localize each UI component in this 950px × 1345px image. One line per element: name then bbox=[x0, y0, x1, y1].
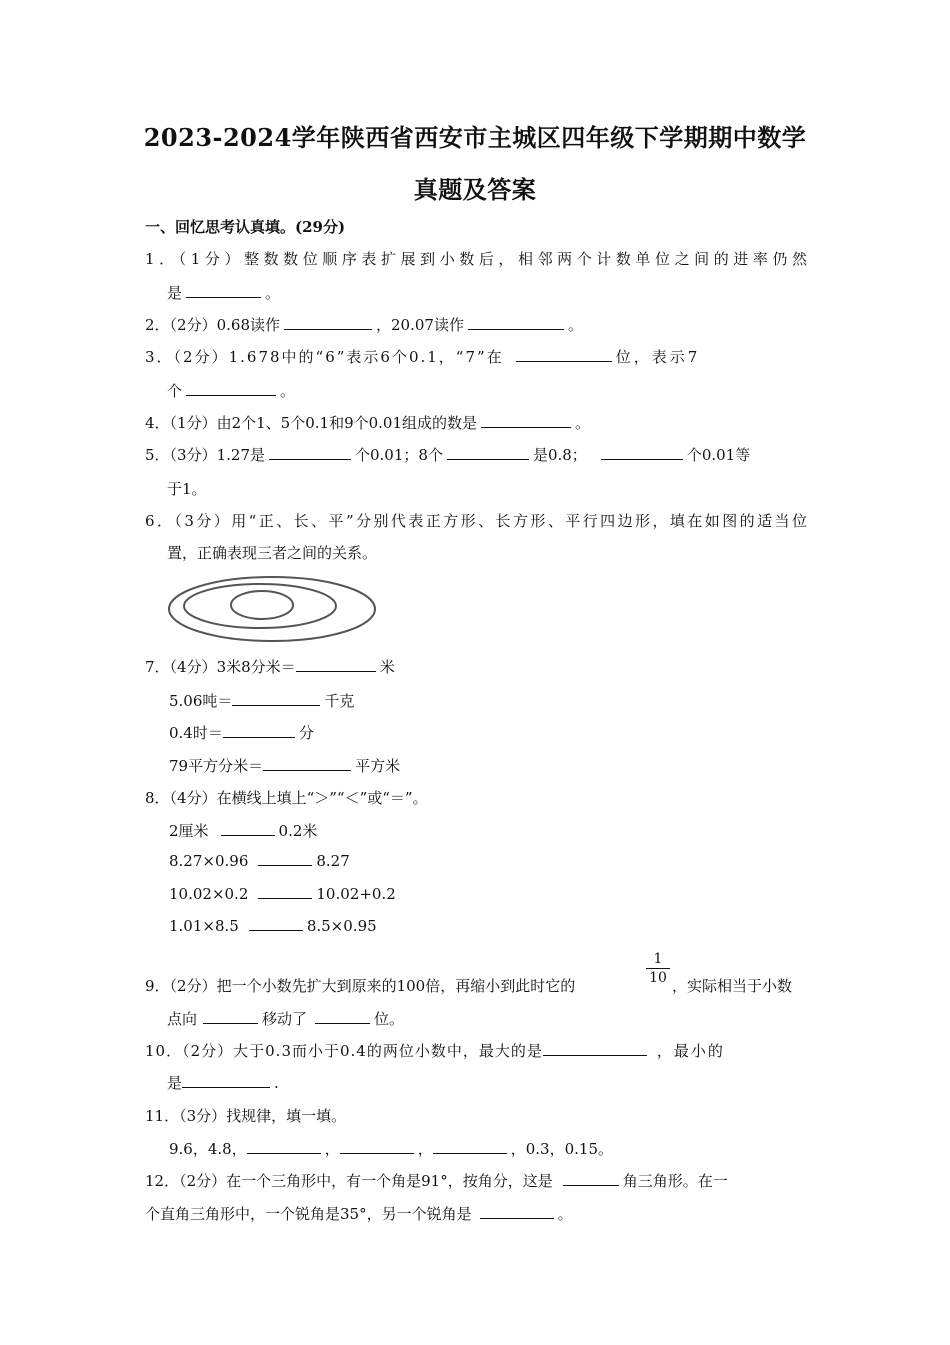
q7-text-3: 0.4时＝ bbox=[169, 724, 223, 742]
q10-text-2: ，最小的 bbox=[656, 1042, 725, 1060]
q9-fraction-denominator: 10 bbox=[649, 970, 667, 986]
q7-line-2 bbox=[169, 690, 354, 711]
q11-line-1: 11．（3分）找规律，填一填。 bbox=[145, 1107, 347, 1125]
q10-blank-1[interactable] bbox=[543, 1054, 647, 1056]
q8-blank-1[interactable] bbox=[221, 834, 275, 836]
q2-blank-1[interactable] bbox=[284, 328, 372, 330]
q8-r1-right: 0.2米 bbox=[278, 822, 318, 840]
q7-unit-2: 千克 bbox=[324, 692, 355, 710]
q9-fraction bbox=[646, 950, 670, 987]
q7-blank-1[interactable] bbox=[296, 670, 376, 672]
q1-line-1: 1．（1分）整数数位顺序表扩展到小数后，相邻两个计数单位之间的进率仍然 bbox=[145, 250, 807, 268]
q12-line-2 bbox=[145, 1203, 573, 1224]
q4-text: 4．（1分）由2个1、5个0.1和9个0.01组成的数是 bbox=[145, 414, 478, 432]
title-line-1: 2023-2024学年陕西省西安市主城区四年级下学期期中数学 bbox=[143, 123, 807, 152]
q3-line-2 bbox=[167, 380, 295, 401]
q11-line-2 bbox=[169, 1138, 613, 1159]
q8-row-1 bbox=[169, 820, 317, 841]
q5-blank-1[interactable] bbox=[269, 458, 351, 460]
q7-text-2: 5.06吨＝ bbox=[169, 692, 233, 710]
q5-text-2: 个0.01；8个 bbox=[355, 446, 443, 464]
q12-text-2: 角三角形。在一 bbox=[622, 1172, 728, 1190]
q7-unit-1: 米 bbox=[379, 658, 395, 676]
q3-text: 3．（2分）1.678中的“6”表示6个0.1，“7”在 bbox=[145, 348, 504, 366]
q8-r3-left: 10.02×0.2 bbox=[169, 885, 249, 903]
q8-r2-right: 8.27 bbox=[316, 852, 350, 870]
q10-line-2 bbox=[167, 1072, 279, 1093]
q2-line bbox=[145, 314, 583, 335]
q7-unit-3: 分 bbox=[298, 724, 314, 742]
q12-blank-1[interactable] bbox=[563, 1184, 619, 1186]
q5-text: 5．（3分）1.27是 bbox=[145, 446, 265, 464]
q5-line-1 bbox=[145, 444, 750, 465]
q8-line: 8．（4分）在横线上填上“＞”“＜”或“＝”。 bbox=[145, 789, 428, 807]
q11-text: 9.6，4.8， bbox=[169, 1140, 247, 1158]
q9-blank-1[interactable] bbox=[203, 1022, 258, 1024]
q10-text-end: . bbox=[274, 1074, 279, 1092]
q2-text-mid: ，20.07读作 bbox=[376, 316, 464, 334]
q5-line-2: 于1。 bbox=[167, 480, 207, 498]
q8-row-4 bbox=[169, 917, 377, 935]
q1-blank[interactable] bbox=[186, 296, 261, 298]
q4-blank[interactable] bbox=[481, 426, 571, 428]
q7-text-1: 7．（4分）3米8分米＝ bbox=[145, 658, 296, 676]
q5-blank-2[interactable] bbox=[447, 458, 529, 460]
q4-line bbox=[145, 412, 590, 433]
inner-ellipse[interactable] bbox=[231, 591, 293, 619]
q3-line-1 bbox=[145, 346, 700, 367]
q2-blank-2[interactable] bbox=[468, 328, 564, 330]
q12-line-1 bbox=[145, 1170, 728, 1191]
q11-text-end: ，0.3，0.15。 bbox=[510, 1140, 614, 1158]
q7-blank-2[interactable] bbox=[232, 704, 320, 706]
nested-ellipses-diagram bbox=[160, 575, 385, 645]
q7-unit-4: 平方米 bbox=[355, 757, 401, 775]
q8-r2-left: 8.27×0.96 bbox=[169, 852, 249, 870]
q12-text-end: 。 bbox=[557, 1205, 573, 1223]
q6-line-2: 置，正确表现三者之间的关系。 bbox=[167, 544, 378, 562]
q9-line-1a: 9．（2分）把一个小数先扩大到原来的100倍，再缩小到此时它的 bbox=[145, 977, 576, 995]
q11-blank-2[interactable] bbox=[340, 1152, 414, 1154]
q3-blank-2[interactable] bbox=[186, 394, 276, 396]
q3-blank-1[interactable] bbox=[516, 360, 612, 362]
q10-line-1 bbox=[145, 1040, 725, 1061]
q7-blank-4[interactable] bbox=[263, 769, 351, 771]
q9-line-1b: ，实际相当于小数 bbox=[672, 977, 793, 995]
section-heading: 一、回忆思考认真填。(29分) bbox=[145, 218, 346, 236]
q9-blank-2[interactable] bbox=[315, 1022, 370, 1024]
title-line-2: 真题及答案 bbox=[413, 175, 537, 204]
q11-sep-2: ， bbox=[417, 1140, 433, 1158]
q9-text-3: 移动了 bbox=[262, 1010, 308, 1028]
q7-blank-3[interactable] bbox=[223, 736, 295, 738]
q8-r4-left: 1.01×8.5 bbox=[169, 917, 239, 935]
q10-text-3: 是 bbox=[167, 1074, 183, 1092]
q8-r3-right: 10.02+0.2 bbox=[316, 885, 396, 903]
q8-r1-left: 2厘米 bbox=[169, 822, 209, 840]
q8-r4-right: 8.5×0.95 bbox=[306, 917, 377, 935]
q11-blank-1[interactable] bbox=[247, 1152, 321, 1154]
q4-text-end: 。 bbox=[575, 414, 591, 432]
q5-blank-3[interactable] bbox=[601, 458, 683, 460]
q3-text-mid: 位，表示7 bbox=[615, 348, 701, 366]
q12-text: 12．（2分）在一个三角形中，有一个角是91°，按角分，这是 bbox=[145, 1172, 553, 1190]
q2-text: 2．（2分）0.68读作 bbox=[145, 316, 280, 334]
q11-blank-3[interactable] bbox=[433, 1152, 507, 1154]
q8-blank-3[interactable] bbox=[258, 897, 312, 899]
outer-ellipse[interactable] bbox=[169, 577, 375, 641]
q7-text-4: 79平方分米＝ bbox=[169, 757, 264, 775]
q9-text-2: 点向 bbox=[167, 1010, 198, 1028]
q7-line-4 bbox=[169, 755, 400, 776]
q8-row-2 bbox=[169, 852, 350, 870]
q8-blank-2[interactable] bbox=[258, 864, 312, 866]
q6-line-1: 6．（3分）用“正、长、平”分别代表正方形、长方形、平行四边形，填在如图的适当位 bbox=[145, 512, 807, 530]
q10-blank-2[interactable] bbox=[182, 1086, 270, 1088]
q9-fraction-numerator: 1 bbox=[646, 950, 670, 969]
q12-blank-2[interactable] bbox=[480, 1217, 554, 1219]
q3-text-2: 个 bbox=[167, 382, 183, 400]
q7-line-1 bbox=[145, 656, 395, 677]
q1-text-end: 。 bbox=[265, 284, 281, 302]
q2-text-end: 。 bbox=[567, 316, 583, 334]
q9-text-end: 位。 bbox=[374, 1010, 405, 1028]
q3-text-end: 。 bbox=[280, 382, 296, 400]
q5-text-3: 是0.8； bbox=[532, 446, 587, 464]
q5-text-4: 个0.01等 bbox=[686, 446, 751, 464]
q12-text-3: 个直角三角形中，一个锐角是35°，另一个锐角是 bbox=[145, 1205, 472, 1223]
q9-line-2 bbox=[167, 1008, 404, 1029]
q8-blank-4[interactable] bbox=[249, 929, 303, 931]
q11-sep-1: ， bbox=[324, 1140, 340, 1158]
q7-line-3 bbox=[169, 722, 314, 743]
q10-text: 10．（2分）大于0.3而小于0.4的两位小数中，最大的是 bbox=[145, 1042, 543, 1060]
q1-line-2 bbox=[167, 282, 280, 303]
q8-row-3 bbox=[169, 885, 396, 903]
q1-text: 是 bbox=[167, 284, 183, 302]
